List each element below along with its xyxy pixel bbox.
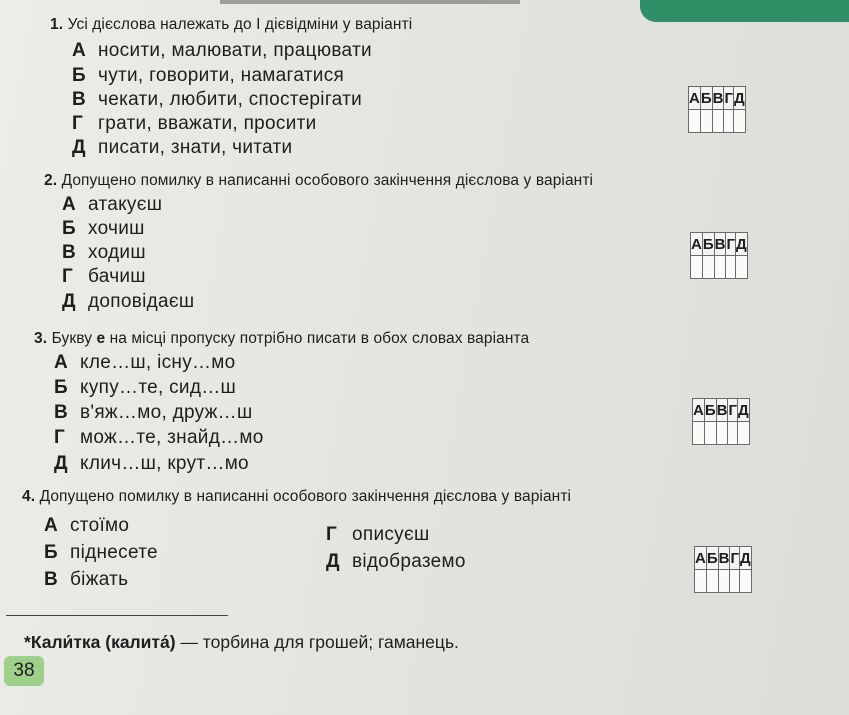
answer-cell[interactable] — [706, 570, 718, 593]
grid-header: Б — [704, 399, 716, 422]
grid-header: Б — [702, 233, 714, 256]
answer-cell[interactable] — [691, 256, 703, 279]
grid-header: В — [716, 399, 728, 422]
answer-cell[interactable] — [726, 256, 736, 279]
option-h: Г мож…те, знайд…мо — [54, 427, 264, 448]
footnote-term: Кали́тка (калита́) — [30, 632, 176, 652]
answer-cell[interactable] — [693, 422, 705, 445]
grid-header: Д — [737, 399, 749, 422]
answer-grid — [690, 232, 748, 279]
task-title: 2. Допущено помилку в написанні особового закінчення дієслова у варіанті — [44, 172, 594, 189]
option-b: Б хочиш — [62, 218, 145, 239]
option-b: Б купу…те, сид…ш — [54, 377, 237, 398]
footnote-definition: — торбина для грошей; гаманець. — [175, 632, 459, 652]
option-v: В в'яж…мо, друж…ш — [54, 402, 253, 423]
option-h: Г грати, вважати, просити — [72, 113, 317, 134]
corner-decoration — [640, 0, 849, 22]
footnote — [24, 632, 459, 653]
answer-cell[interactable] — [714, 256, 726, 279]
answer-cell[interactable] — [724, 110, 734, 133]
option-a: А кле…ш, існу…мо — [54, 352, 236, 373]
grid-header: А — [691, 233, 703, 256]
grid-header: Б — [700, 87, 712, 110]
answer-cell[interactable] — [730, 570, 740, 593]
answer-cell[interactable] — [735, 256, 747, 279]
answer-cell[interactable] — [704, 422, 716, 445]
grid-header: В — [718, 547, 730, 570]
grid-header: Г — [726, 233, 736, 256]
grid-header: А — [693, 399, 705, 422]
answer-cell[interactable] — [733, 110, 745, 133]
answer-cell[interactable] — [712, 110, 724, 133]
option-v: В ходиш — [62, 242, 146, 263]
option-a: А стоїмо — [44, 515, 130, 536]
option-d: Д клич…ш, крут…мо — [54, 453, 249, 474]
option-a: А носити, малювати, працювати — [72, 40, 372, 61]
grid-header: Г — [728, 399, 738, 422]
answer-grid — [694, 546, 752, 593]
answer-grid — [688, 86, 746, 133]
answer-grid — [692, 398, 750, 445]
grid-header: Б — [706, 547, 718, 570]
answer-cell[interactable] — [689, 110, 701, 133]
answer-cell[interactable] — [718, 570, 730, 593]
option-d: Д писати, знати, читати — [72, 137, 293, 158]
task-title: 1. Усі дієслова належать до І дієвідміни у варіанті — [50, 16, 413, 33]
answer-cell[interactable] — [737, 422, 749, 445]
grid-header: Д — [739, 547, 751, 570]
answer-cell[interactable] — [739, 570, 751, 593]
grid-header: Д — [735, 233, 747, 256]
option-b: Б піднесете — [44, 542, 158, 563]
answer-cell[interactable] — [728, 422, 738, 445]
grid-header: Г — [724, 87, 734, 110]
option-h: Г описуєш — [326, 524, 430, 545]
option-d: Д доповідаєш — [62, 291, 195, 312]
grid-header: А — [689, 87, 701, 110]
answer-cell[interactable] — [700, 110, 712, 133]
grid-header: А — [695, 547, 707, 570]
answer-cell[interactable] — [702, 256, 714, 279]
option-v: В біжать — [44, 569, 129, 590]
highlighted-letter: е — [96, 330, 106, 347]
top-edge-strip — [220, 0, 520, 4]
grid-header: Г — [730, 547, 740, 570]
page-number: 38 — [4, 656, 44, 686]
task-title: 4. Допущено помилку в написанні особового закінчення дієслова у варіанті — [22, 488, 572, 505]
grid-header: В — [714, 233, 726, 256]
option-d: Д відобраземо — [326, 551, 466, 572]
option-h: Г бачиш — [62, 266, 146, 287]
footnote-mark: * — [24, 632, 31, 652]
option-a: А атакуєш — [62, 194, 163, 215]
task-title: 3. Букву е на місці пропуску потрібно писати в обох словах варіанта — [34, 330, 530, 347]
option-b: Б чути, говорити, намагатися — [72, 65, 345, 86]
grid-header: В — [712, 87, 724, 110]
footnote-divider — [6, 615, 228, 616]
grid-header: Д — [733, 87, 745, 110]
answer-cell[interactable] — [716, 422, 728, 445]
option-v: В чекати, любити, спостерігати — [72, 89, 362, 110]
answer-cell[interactable] — [695, 570, 707, 593]
